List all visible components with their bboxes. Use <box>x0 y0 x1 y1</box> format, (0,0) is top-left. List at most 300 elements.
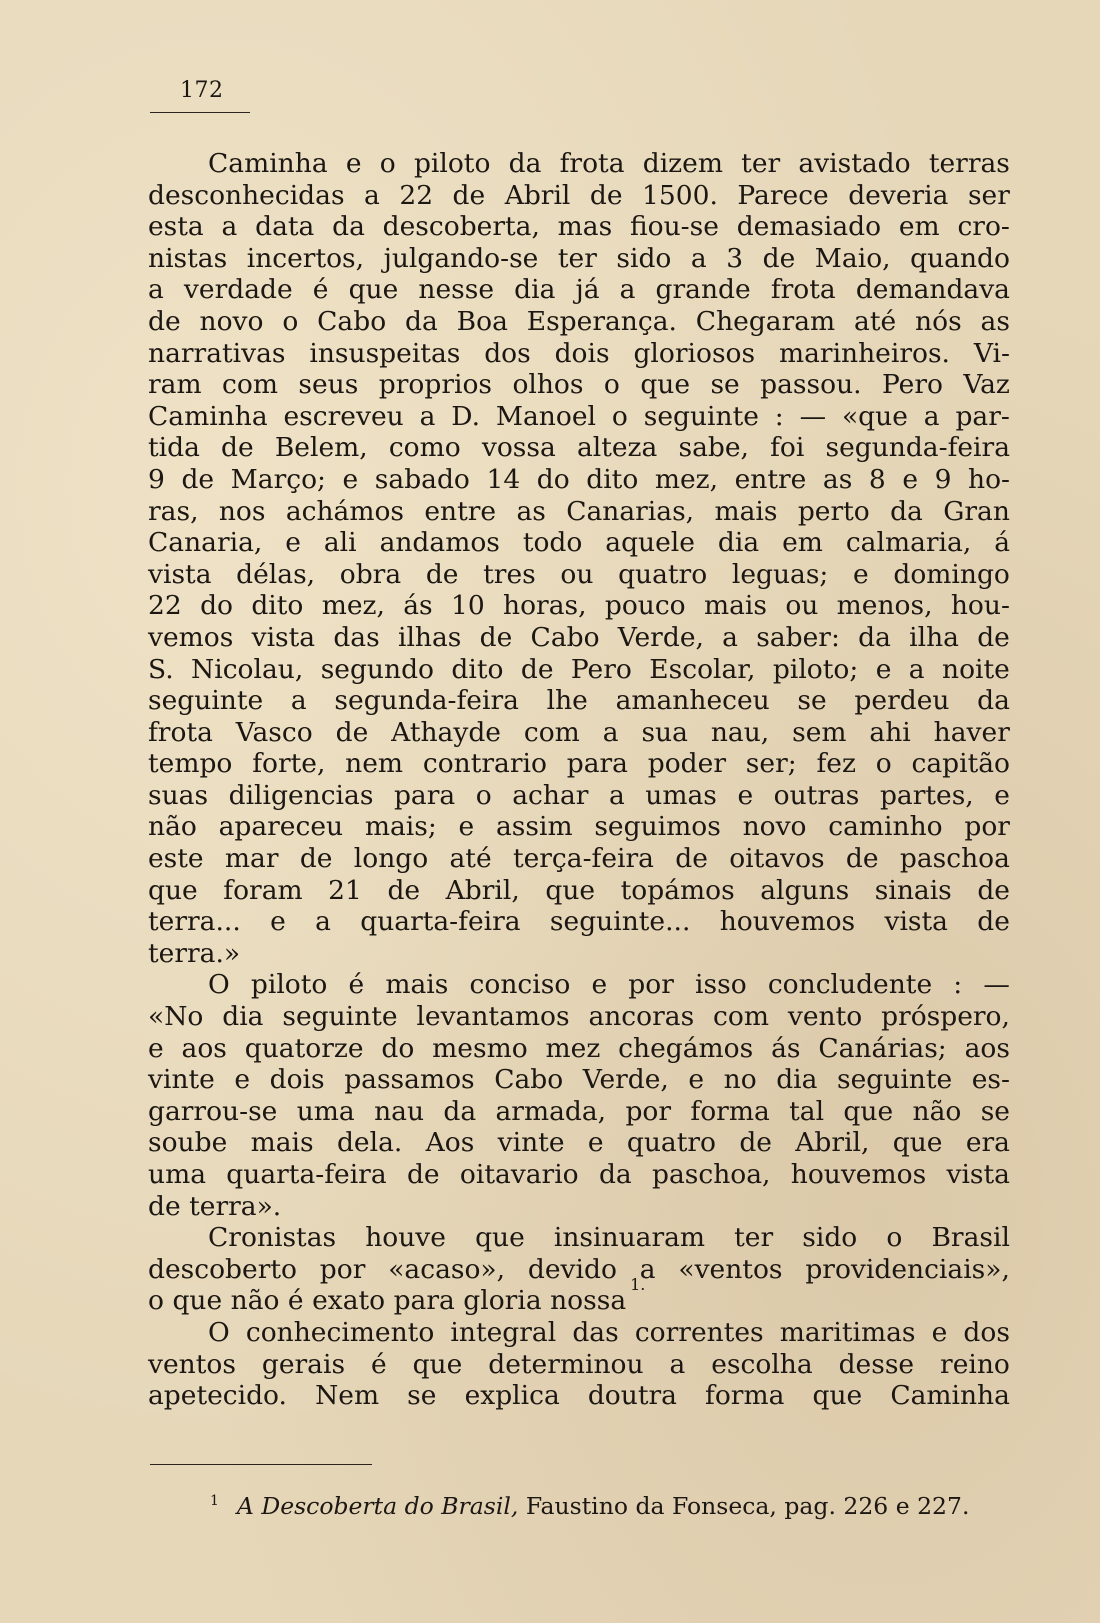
word: Aos <box>425 1127 475 1159</box>
word: que <box>412 1348 463 1380</box>
word: — <box>799 400 827 432</box>
word: 10 <box>450 590 485 622</box>
word: de <box>845 843 879 875</box>
word: dizem <box>642 148 723 179</box>
word: piloto <box>250 969 328 1001</box>
word: sem <box>792 716 847 748</box>
word: mais <box>250 1127 314 1159</box>
word: é <box>348 969 365 1001</box>
word: uma <box>148 1159 206 1190</box>
word: Nem <box>315 1380 380 1412</box>
word: conhecimento <box>245 1316 435 1348</box>
word: entre <box>424 495 497 527</box>
word: doutra <box>587 1380 677 1412</box>
word: não <box>912 1095 962 1127</box>
word: e <box>902 463 919 495</box>
word: 14 <box>486 463 521 495</box>
word: da <box>858 621 891 653</box>
word: da <box>508 148 542 179</box>
word: mas <box>557 211 613 243</box>
text-line <box>148 527 1010 559</box>
word: se <box>980 1095 1010 1127</box>
word: Gran <box>943 495 1010 527</box>
word: apareceu <box>218 811 344 843</box>
word: aos <box>181 1032 227 1064</box>
word: que <box>843 1095 894 1127</box>
word: com <box>222 369 278 401</box>
word: «ventos <box>678 1253 783 1285</box>
word: insinuaram <box>553 1222 706 1254</box>
word: 22 <box>399 179 434 211</box>
word: dito <box>451 653 504 685</box>
word: o <box>603 369 620 401</box>
word: mez <box>545 1032 601 1064</box>
word: de <box>181 463 215 495</box>
word: frota <box>559 148 625 179</box>
word: uma <box>296 1095 355 1127</box>
word: todo <box>522 527 583 559</box>
word: terra.» <box>148 937 241 969</box>
word: suas <box>148 779 209 811</box>
word: vista <box>884 906 948 938</box>
text-line <box>148 717 1010 749</box>
word: se <box>710 369 740 401</box>
word: Canaria, <box>148 527 263 559</box>
word: «acaso», <box>388 1253 506 1285</box>
word: ali <box>323 527 357 559</box>
word: da <box>443 1095 477 1127</box>
word: o <box>886 1222 903 1254</box>
word: paschoa <box>899 843 1010 875</box>
word: é <box>370 1348 387 1380</box>
word: umas <box>645 779 717 811</box>
word: gloria <box>463 1285 542 1317</box>
word: por <box>628 969 674 1001</box>
word: correntes <box>634 1316 764 1348</box>
word: o <box>282 305 299 337</box>
word: a <box>315 906 331 938</box>
word: as <box>516 495 546 527</box>
word: olhos <box>512 369 584 401</box>
word: para <box>393 779 456 811</box>
word: devido <box>527 1253 617 1285</box>
word: a <box>602 716 619 748</box>
word: da <box>977 685 1010 717</box>
word: as <box>822 463 853 495</box>
word: obra <box>339 558 402 590</box>
word: levantamos <box>416 1001 570 1033</box>
word: gloriosos <box>633 337 756 369</box>
word: nossa <box>550 1285 627 1317</box>
word: não <box>148 811 197 843</box>
word: explica <box>464 1380 560 1412</box>
word: das <box>572 1316 619 1348</box>
text-line <box>148 1159 1010 1191</box>
word: avistado <box>798 148 911 179</box>
word: de <box>977 621 1010 653</box>
word: narrativas <box>148 337 286 369</box>
word: ás <box>403 590 433 622</box>
word: vinte <box>148 1064 215 1096</box>
word: que <box>475 1222 525 1254</box>
word: descoberto <box>148 1253 297 1285</box>
word: cro- <box>957 211 1010 243</box>
word: por <box>964 811 1010 843</box>
word: vista <box>946 1159 1010 1190</box>
word: sinais <box>874 874 952 906</box>
word: 8 <box>868 463 886 495</box>
text-line <box>148 748 1010 780</box>
text-line <box>148 369 1010 401</box>
word: caminho <box>828 811 943 843</box>
body-text <box>148 148 1010 1412</box>
word: conciso <box>469 969 571 1001</box>
word: mez, <box>654 463 719 495</box>
word: ventos <box>148 1348 236 1380</box>
word: dia <box>514 274 556 306</box>
word: por <box>625 1095 672 1127</box>
word: de <box>148 305 181 337</box>
word: proprios <box>378 369 493 401</box>
word: Caminha <box>890 1380 1010 1412</box>
word: perdeu <box>854 685 950 717</box>
word: nau <box>374 1095 425 1127</box>
word: forma <box>690 1095 770 1127</box>
word: menos, <box>836 590 933 622</box>
word: seus <box>298 369 359 401</box>
word: forma <box>705 1380 785 1412</box>
text-line <box>148 1191 1010 1223</box>
word: em <box>782 527 823 559</box>
word: fiou-se <box>629 211 719 243</box>
word: terra... <box>148 906 241 938</box>
word: achar <box>512 779 589 811</box>
word: 1500. <box>642 179 718 211</box>
word: que <box>892 1127 943 1159</box>
word: achámos <box>285 495 405 527</box>
word: e <box>342 463 359 495</box>
word: que <box>348 274 399 306</box>
word: de <box>520 653 554 685</box>
word: nos <box>218 495 266 527</box>
word: apetecido. <box>148 1380 287 1412</box>
word: horas, <box>503 590 587 622</box>
word: Esperança. <box>526 305 677 337</box>
word: e <box>853 558 869 590</box>
word: oitavos <box>729 843 825 875</box>
word: seguinte <box>148 685 264 717</box>
word: dos <box>484 337 531 369</box>
word: de <box>739 1127 772 1159</box>
word: foram <box>223 874 303 906</box>
word: Cabo <box>317 305 387 337</box>
word: 9 <box>934 463 952 495</box>
word: ou <box>560 558 594 590</box>
word: nós <box>915 305 962 337</box>
word: não <box>230 1285 280 1317</box>
word: 3 <box>726 242 744 274</box>
text-line <box>148 1096 1010 1128</box>
word: ahi <box>869 716 911 748</box>
text-line <box>148 1275 1010 1317</box>
word: capitão <box>911 748 1010 780</box>
word: grande <box>655 274 751 306</box>
word: escolha <box>711 1348 813 1380</box>
word: a <box>608 779 625 811</box>
word: desconhecidas <box>148 179 345 211</box>
word: délas, <box>236 558 316 590</box>
word: desse <box>838 1348 915 1380</box>
word: soube <box>148 1127 228 1159</box>
word: Abril <box>504 179 571 211</box>
text-line <box>148 559 1010 591</box>
word: escreveu <box>283 400 404 432</box>
word: poder <box>647 748 726 780</box>
text-line <box>148 1033 1010 1065</box>
word: das <box>333 621 380 653</box>
footnote-marker: 1 <box>210 1493 219 1510</box>
word: quando <box>910 242 1010 274</box>
word: seguinte... <box>549 906 691 938</box>
word: S. <box>148 653 174 685</box>
word: ter <box>734 1222 774 1254</box>
word: Nicolau, <box>191 653 304 685</box>
word: domingo <box>893 558 1010 590</box>
word: a <box>221 211 238 243</box>
word: de <box>977 874 1010 906</box>
word: mais <box>703 590 767 622</box>
text-line <box>148 969 1010 1001</box>
footnote-reference: 1. <box>630 1275 646 1295</box>
word: Escolar, <box>649 653 756 685</box>
word: 21 <box>328 874 362 906</box>
word: ás <box>771 1032 801 1064</box>
word: data <box>255 211 315 243</box>
word: da <box>598 1159 632 1190</box>
word: como <box>388 432 461 464</box>
word: que <box>640 369 691 401</box>
word: da <box>405 305 438 337</box>
word: mez, <box>321 590 385 622</box>
word: isso <box>695 969 747 1001</box>
word: é <box>287 1285 304 1317</box>
word: Caminha <box>148 400 268 432</box>
word: passou. <box>760 369 862 401</box>
word: de <box>977 906 1010 938</box>
word: tres <box>483 558 536 590</box>
footnote-source: Faustino da Fonseca, pag. 226 e 227. <box>525 1492 970 1520</box>
word: aquele <box>605 527 695 559</box>
word: diligencias <box>228 779 374 811</box>
word: da <box>890 495 923 527</box>
word: e <box>688 1064 705 1096</box>
word: sua <box>641 716 688 748</box>
word: Canárias; <box>818 1032 947 1064</box>
word: com <box>523 716 580 748</box>
word: Pero <box>570 653 632 685</box>
page-number: 172 <box>180 78 224 103</box>
word: paschoa, <box>652 1159 771 1190</box>
word: 9 <box>148 463 165 495</box>
footnote-title: A Descoberta do Brasil, <box>236 1492 519 1520</box>
word: de <box>221 432 254 464</box>
word: quatro <box>626 1127 716 1159</box>
word: vista <box>148 558 212 590</box>
word: — <box>983 969 1010 1001</box>
word: frota <box>770 274 836 306</box>
word: armada, <box>495 1095 607 1127</box>
text-line <box>148 1349 1010 1381</box>
word: a <box>419 400 436 432</box>
word: dois <box>554 337 610 369</box>
word: hou- <box>950 590 1010 622</box>
word: tida <box>148 432 200 464</box>
word: es- <box>971 1064 1010 1096</box>
word: integral <box>450 1316 557 1348</box>
word: para <box>393 1285 455 1317</box>
word: segunda-feira <box>334 685 519 717</box>
word: vemos <box>148 621 234 653</box>
word: outras <box>773 779 860 811</box>
word: a <box>923 400 940 432</box>
word: seguimos <box>594 811 721 843</box>
word: verdade <box>183 274 293 306</box>
word: que <box>172 1285 223 1317</box>
word: de <box>387 874 421 906</box>
word: ou <box>785 590 819 622</box>
word: as <box>980 305 1010 337</box>
text-line <box>148 243 1010 275</box>
word: e <box>737 779 754 811</box>
text-line <box>148 1317 1010 1349</box>
word: a <box>148 274 164 306</box>
text-line <box>148 843 1010 875</box>
word: dia <box>776 1064 818 1096</box>
word: e <box>270 906 286 938</box>
word: até <box>449 843 492 875</box>
word: concludente <box>767 969 933 1001</box>
text-line <box>148 148 1010 180</box>
word: terra». <box>189 1190 282 1222</box>
word: esta <box>148 211 204 243</box>
word: dois <box>269 1064 325 1096</box>
word: noite <box>942 653 1010 685</box>
word: calmaria, <box>845 527 972 559</box>
word: Vaz <box>963 369 1010 401</box>
word: piloto <box>413 148 491 179</box>
word: piloto; <box>772 653 859 685</box>
word: alguns <box>760 874 850 906</box>
word: ser; <box>745 748 797 780</box>
word: ilha <box>909 621 959 653</box>
word: O <box>208 1316 230 1348</box>
word: dos <box>963 1316 1010 1348</box>
word: mais <box>385 969 449 1001</box>
word: Verde, <box>582 1064 669 1096</box>
word: Abril, <box>445 874 520 906</box>
word: passamos <box>344 1064 475 1096</box>
text-line <box>148 1222 1010 1254</box>
word: «No <box>148 1001 204 1033</box>
word: fez <box>816 748 856 780</box>
word: Cabo <box>530 621 600 653</box>
word: lhe <box>546 685 588 717</box>
word: tempo <box>148 748 233 780</box>
word: incertos, <box>246 242 365 274</box>
word: dito <box>251 590 304 622</box>
word: vista <box>251 621 316 653</box>
word: nau, <box>710 716 770 748</box>
word: é <box>312 274 329 306</box>
word: no <box>723 1064 757 1096</box>
word: maritimas <box>779 1316 916 1348</box>
word: entre <box>734 463 807 495</box>
word: ter <box>741 148 781 179</box>
word: ilhas <box>397 621 462 653</box>
word: Cronistas <box>208 1222 337 1254</box>
word: haver <box>933 716 1010 748</box>
word: a <box>290 685 307 717</box>
word: sabado <box>374 463 470 495</box>
word: reino <box>940 1348 1010 1380</box>
word: Vi- <box>973 337 1010 369</box>
text-line <box>148 464 1010 496</box>
word: ras, <box>148 495 199 527</box>
word: nem <box>345 748 404 780</box>
word: ser <box>967 179 1010 211</box>
text-line <box>148 654 1010 686</box>
text-line <box>148 274 1010 306</box>
word: quatro <box>618 558 708 590</box>
word: partes, <box>879 779 974 811</box>
text-line <box>148 338 1010 370</box>
word: terras <box>928 148 1010 179</box>
word: em <box>898 211 940 243</box>
word: de <box>479 621 513 653</box>
word: seguinte <box>282 1001 398 1033</box>
word: Cabo <box>494 1064 564 1096</box>
word: se <box>797 685 827 717</box>
word: seguinte <box>837 1064 953 1096</box>
word: andamos <box>379 527 500 559</box>
word: vossa <box>481 432 556 464</box>
word: Março; <box>230 463 326 495</box>
word: leguas; <box>731 558 829 590</box>
word: a <box>364 179 380 211</box>
word: Parece <box>737 179 829 211</box>
word: quarta-feira <box>360 906 521 938</box>
word: Chegaram <box>695 305 836 337</box>
word: de <box>762 242 796 274</box>
word: Abril, <box>795 1127 870 1159</box>
word: este <box>148 843 204 875</box>
word: julgando-se <box>383 242 539 274</box>
word: com <box>713 1001 769 1033</box>
word: insuspeitas <box>309 337 461 369</box>
word: assim <box>495 811 573 843</box>
word: Canarias, <box>566 495 695 527</box>
word: ter <box>557 242 597 274</box>
word: D. <box>451 400 480 432</box>
word: e <box>994 779 1010 811</box>
word: nesse <box>418 274 495 306</box>
word: novo <box>199 305 264 337</box>
word: vinte <box>497 1127 565 1159</box>
text-line <box>148 1064 1010 1096</box>
word: Pero <box>882 369 943 401</box>
word: descoberta, <box>382 211 540 243</box>
word: Boa <box>456 305 508 337</box>
